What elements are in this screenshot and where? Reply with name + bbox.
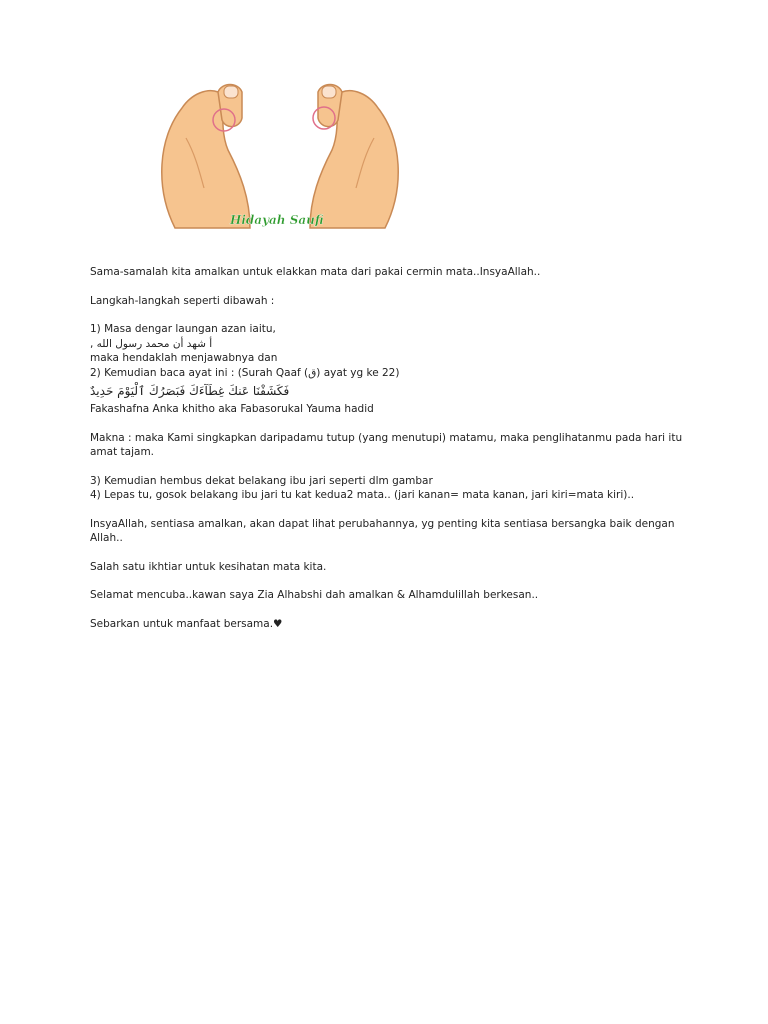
intro-text: Sama-samalah kita amalkan untuk elakkan mata dari pakai cermin mata..InsyaAllah.. — [90, 266, 541, 278]
thumbs-drawing — [100, 78, 460, 236]
step-4: 4) Lepas tu, gosok belakang ibu jari tu kat kedua2 mata.. (jari kanan= mata kanan, jari kiri=mata kiri).. — [90, 489, 635, 501]
quran-verse: فَكَشَفْنَا عَنكَ غِطَآءَكَ فَبَصَرُكَ ٱلْيَوْمَ حَدِيدٌ — [90, 384, 290, 398]
transliteration: Fakashafna Anka khitho aka Fabasorukal Yauma hadid — [90, 403, 374, 415]
sebarkan-text: Sebarkan untuk manfaat bersama.♥ — [90, 617, 283, 630]
step-3: 3) Kemudian hembus dekat belakang ibu jari seperti dlm gambar — [90, 474, 433, 487]
meaning: Makna : maka Kami singkapkan daripadamu tutup (yang menutupi) matamu, maka penglihatanmu pada hari itu amat tajam. — [90, 431, 683, 458]
selamat-text: Selamat mencuba..kawan saya Zia Alhabshi dah amalkan & Alhamdulillah berkesan.. — [90, 589, 539, 601]
watermark-text: Hidayah Saufi — [230, 213, 324, 227]
insyaallah-text: InsyaAllah, sentiasa amalkan, akan dapat lihat perubahannya, yg penting kita sentiasa bersangka baik dengan Allah.. — [90, 517, 675, 544]
steps-heading: Langkah-langkah seperti dibawah : — [90, 294, 275, 307]
step-1: 1) Masa dengar laungan azan iaitu, — [90, 323, 276, 335]
article-body — [90, 265, 690, 631]
step-2: 2) Kemudian baca ayat ini : (Surah Qaaf (ق) ayat yg ke 22) — [90, 366, 400, 379]
hands-illustration — [100, 78, 460, 236]
ikhtiar-text: Salah satu ikhtiar untuk kesihatan mata kita. — [90, 560, 327, 573]
right-thumbnail — [322, 86, 336, 98]
step-1-continued: maka hendaklah menjawabnya dan — [90, 352, 278, 364]
step-1-arabic: أ شهد أن محمد رسول الله , — [90, 337, 213, 350]
left-thumbnail — [224, 86, 238, 98]
